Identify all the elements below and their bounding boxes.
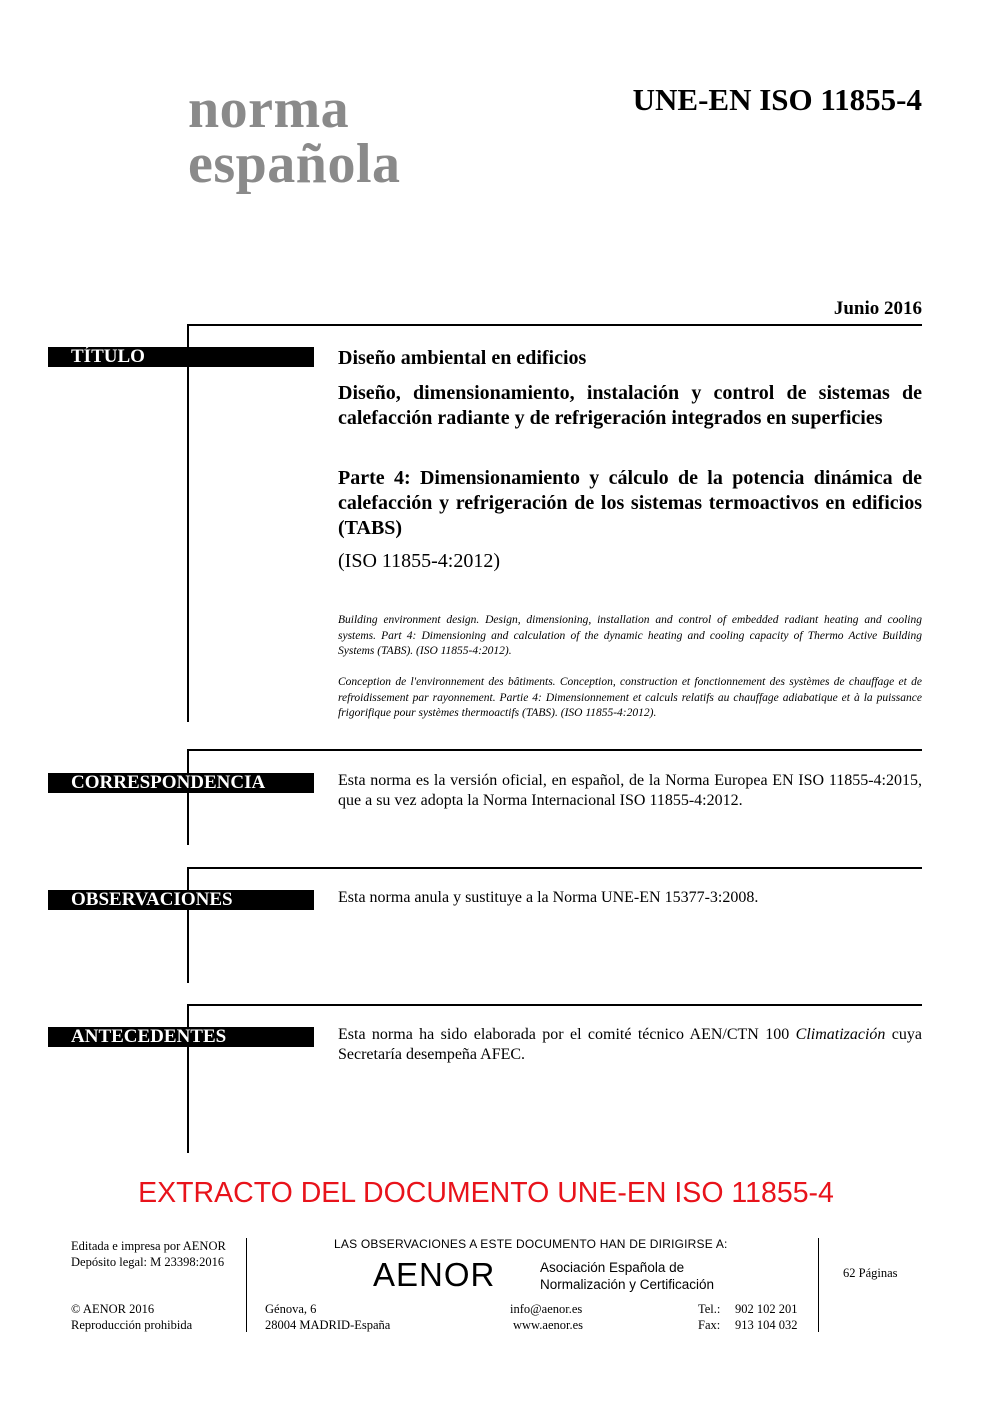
observations-note: LAS OBSERVACIONES A ESTE DOCUMENTO HAN DE DIRIGIRSE A: xyxy=(334,1237,728,1251)
footer-copyright xyxy=(71,1301,192,1333)
fax-label: Fax: xyxy=(698,1318,721,1332)
section-rule-correspondencia xyxy=(188,749,922,751)
section-vrule-observaciones xyxy=(187,867,189,983)
footer-address xyxy=(265,1301,390,1333)
footer-publisher xyxy=(71,1238,226,1270)
label-correspondencia: CORRESPONDENCIA xyxy=(48,773,314,793)
antecedentes-text xyxy=(338,1025,922,1065)
publication-date: Junio 2016 xyxy=(833,298,922,319)
organization-name xyxy=(540,1259,714,1293)
section-rule-titulo xyxy=(188,324,922,326)
section-vrule-correspondencia xyxy=(187,749,189,845)
tel-number: 902 102 201 xyxy=(735,1302,798,1316)
email-link[interactable]: info@aenor.es xyxy=(510,1302,583,1316)
section-vrule-titulo xyxy=(187,324,189,722)
address-line-1: Génova, 6 xyxy=(265,1302,317,1316)
english-title: Building environment design. Design, dimensioning, installation and control of embedded radiant heating and cooling systems. Part 4: Dimensioning and calculation of the dynamic heating and cooling capacity of Thermo Active Building Systems (TABS). (ISO 11855-4:2012). xyxy=(338,614,922,657)
org-name-line-1: Asociación Española de xyxy=(540,1260,685,1275)
reproduction-notice: Reproducción prohibida xyxy=(71,1318,193,1332)
copyright: © AENOR 2016 xyxy=(71,1302,155,1316)
french-title: Conception de l'environnement des bâtiments. Conception, construction et fonctionnement des systèmes de chauffage et de refroidissement par rayonnement. Partie 4: Dimensionnement et calculs relatifs au chauffage adiabatique et à la puissance frigorifique pour systèmes thermoactifs (TABS). (ISO 11855-4:2012). xyxy=(338,676,922,719)
page-count: 62 Páginas xyxy=(843,1266,898,1280)
observaciones-text: Esta norma anula y sustituye a la Norma UNE-EN 15377-3:2008. xyxy=(338,889,759,906)
correspondencia-text: Esta norma es la versión oficial, en español, de la Norma Europea EN ISO 11855-4:2015, que a su vez adopta la Norma Internacional ISO 11855-4:2012. xyxy=(338,772,922,809)
footer-divider-right xyxy=(818,1238,819,1332)
footer-phone xyxy=(698,1301,798,1333)
label-titulo: TÍTULO xyxy=(48,347,314,367)
standard-code: UNE-EN ISO 11855-4 xyxy=(632,82,922,117)
title-part: Parte 4: Dimensionamiento y cálculo de la potencia dinámica de calefacción y refrigeración de los sistemas termoactivos en edificios (TABS) xyxy=(338,467,922,539)
brand-line-2: española xyxy=(188,133,401,195)
edited-by: Editada e impresa por AENOR xyxy=(71,1239,226,1253)
aenor-logo: AENOR xyxy=(373,1256,496,1293)
extract-notice: EXTRACTO DEL DOCUMENTO UNE-EN ISO 11855-4 xyxy=(138,1177,834,1209)
legal-deposit: Depósito legal: M 23398:2016 xyxy=(71,1255,225,1269)
website-link[interactable]: www.aenor.es xyxy=(513,1318,584,1332)
title-sub: Diseño, dimensionamiento, instalación y control de sistemas de calefacción radiante y de refrigeración integrados en superficies xyxy=(338,382,922,429)
fax-number: 913 104 032 xyxy=(735,1318,798,1332)
brand-title xyxy=(188,78,401,195)
section-rule-observaciones xyxy=(188,867,922,869)
label-observaciones: OBSERVACIONES xyxy=(48,890,314,910)
footer-contact-web xyxy=(510,1301,583,1333)
antecedentes-text-end: cuya Secretaría desempeña AFEC. xyxy=(338,1026,923,1063)
section-rule-antecedentes xyxy=(188,1004,922,1006)
committee-name: Climatización xyxy=(795,1026,886,1043)
brand-line-1: norma xyxy=(188,78,350,140)
title-main: Diseño ambiental en edificios xyxy=(338,347,587,369)
address-line-2: 28004 MADRID-España xyxy=(265,1318,391,1332)
tel-label: Tel.: xyxy=(698,1302,721,1316)
label-antecedentes: ANTECEDENTES xyxy=(48,1027,314,1047)
footer-divider-left xyxy=(246,1238,247,1332)
antecedentes-text-start: Esta norma ha sido elaborada por el comité técnico AEN/CTN 100 xyxy=(338,1026,796,1043)
iso-reference: (ISO 11855-4:2012) xyxy=(338,550,501,572)
org-name-line-2: Normalización y Certificación xyxy=(540,1277,715,1292)
